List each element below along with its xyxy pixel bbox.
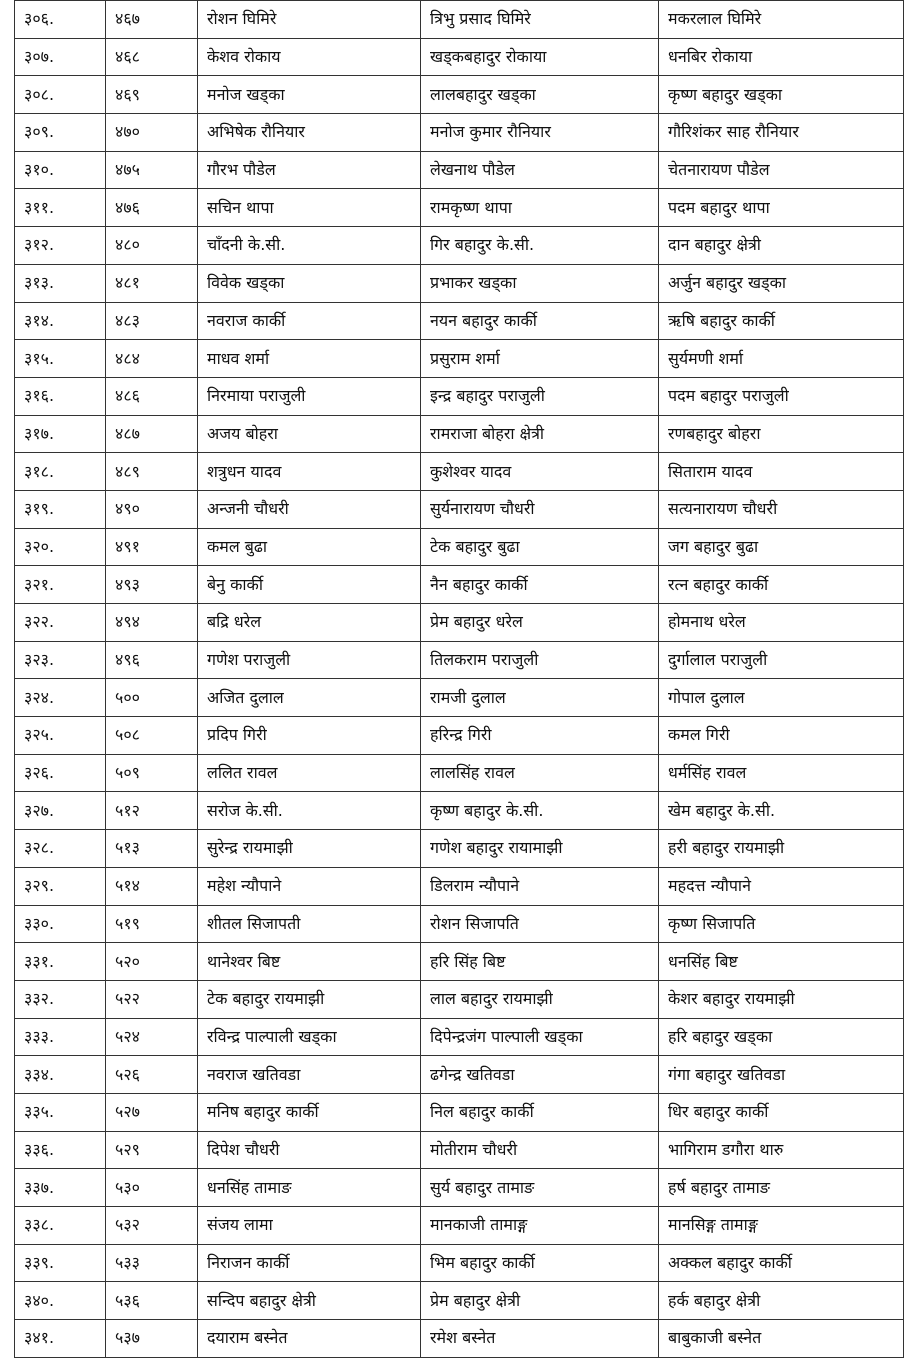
table-row [15,1056,904,1094]
candidate-name-cell: दयाराम बस्नेत [198,1320,421,1358]
serial-number-cell: ३३२. [15,980,106,1018]
roll-number-cell: ४८९ [106,453,198,491]
candidate-name-cell: चाँदनी के.सी. [198,227,421,265]
father-name-cell: लालसिंह रावल [421,754,659,792]
serial-number-cell: ३३४. [15,1056,106,1094]
candidate-name-cell: बद्रि धरेल [198,604,421,642]
table-row [15,189,904,227]
serial-number-cell: ३२८. [15,830,106,868]
roll-number-cell: ४६८ [106,38,198,76]
grandfather-name-cell: रणबहादुर बोहरा [659,415,904,453]
serial-number-cell: ३१८. [15,453,106,491]
table-row [15,754,904,792]
father-name-cell: रोशन सिजापति [421,905,659,943]
roll-number-cell: ४६७ [106,1,198,39]
grandfather-name-cell: जग बहादुर बुढा [659,528,904,566]
father-name-cell: भिम बहादुर कार्की [421,1244,659,1282]
table-row [15,792,904,830]
candidate-name-cell: कमल बुढा [198,528,421,566]
roll-number-cell: ४९० [106,490,198,528]
grandfather-name-cell: हर्ष बहादुर तामाङ [659,1169,904,1207]
candidate-name-cell: सरोज के.सी. [198,792,421,830]
table-row [15,679,904,717]
roll-number-cell: ५२० [106,943,198,981]
grandfather-name-cell: रत्न बहादुर कार्की [659,566,904,604]
table-row [15,1282,904,1320]
father-name-cell: ढगेन्द्र खतिवडा [421,1056,659,1094]
roll-number-cell: ५१९ [106,905,198,943]
serial-number-cell: ३४०. [15,1282,106,1320]
table-row [15,415,904,453]
serial-number-cell: ३२१. [15,566,106,604]
serial-number-cell: ३३८. [15,1207,106,1245]
candidate-list-table [14,0,904,1358]
table-row [15,717,904,755]
grandfather-name-cell: अर्जुन बहादुर खड्का [659,264,904,302]
roll-number-cell: ५०८ [106,717,198,755]
roll-number-cell: ५२७ [106,1093,198,1131]
table-row [15,566,904,604]
roll-number-cell: ५३२ [106,1207,198,1245]
table-row [15,1093,904,1131]
roll-number-cell: ५१२ [106,792,198,830]
roll-number-cell: ५३७ [106,1320,198,1358]
table-row [15,604,904,642]
roll-number-cell: ४८१ [106,264,198,302]
father-name-cell: हरि सिंह बिष्ट [421,943,659,981]
table-row [15,227,904,265]
grandfather-name-cell: चेतनारायण पौडेल [659,151,904,189]
roll-number-cell: ५२९ [106,1131,198,1169]
father-name-cell: प्रसुराम शर्मा [421,340,659,378]
grandfather-name-cell: कमल गिरी [659,717,904,755]
serial-number-cell: ३२०. [15,528,106,566]
grandfather-name-cell: मानसिङ्ग तामाङ्ग [659,1207,904,1245]
father-name-cell: हरिन्द्र गिरी [421,717,659,755]
candidate-name-cell: संजय लामा [198,1207,421,1245]
candidate-name-cell: शत्रुधन यादव [198,453,421,491]
serial-number-cell: ३१३. [15,264,106,302]
roll-number-cell: ४९४ [106,604,198,642]
father-name-cell: रामराजा बोहरा क्षेत्री [421,415,659,453]
grandfather-name-cell: सत्यनारायण चौधरी [659,490,904,528]
father-name-cell: टेक बहादुर बुढा [421,528,659,566]
candidate-name-cell: रोशन घिमिरे [198,1,421,39]
roll-number-cell: ४९३ [106,566,198,604]
grandfather-name-cell: महदत्त न्यौपाने [659,867,904,905]
serial-number-cell: ३३७. [15,1169,106,1207]
candidate-name-cell: थानेश्वर बिष्ट [198,943,421,981]
grandfather-name-cell: भागिराम डगौरा थारु [659,1131,904,1169]
table-row [15,1169,904,1207]
candidate-name-cell: मनोज खड्का [198,76,421,114]
father-name-cell: लालबहादुर खड्का [421,76,659,114]
serial-number-cell: ३३६. [15,1131,106,1169]
grandfather-name-cell: पदम बहादुर थापा [659,189,904,227]
table-row [15,905,904,943]
roll-number-cell: ५०९ [106,754,198,792]
father-name-cell: मानकाजी तामाङ्ग [421,1207,659,1245]
grandfather-name-cell: हरि बहादुर खड्का [659,1018,904,1056]
table-row [15,264,904,302]
candidate-name-cell: टेक बहादुर रायमाझी [198,980,421,1018]
roll-number-cell: ४७५ [106,151,198,189]
grandfather-name-cell: सिताराम यादव [659,453,904,491]
grandfather-name-cell: केशर बहादुर रायमाझी [659,980,904,1018]
roll-number-cell: ५०० [106,679,198,717]
father-name-cell: मोतीराम चौधरी [421,1131,659,1169]
roll-number-cell: ४७० [106,114,198,152]
candidate-name-cell: नवराज कार्की [198,302,421,340]
candidate-name-cell: शीतल सिजापती [198,905,421,943]
grandfather-name-cell: बाबुकाजी बस्नेत [659,1320,904,1358]
grandfather-name-cell: दुर्गालाल पराजुली [659,641,904,679]
candidate-name-cell: ललित रावल [198,754,421,792]
grandfather-name-cell: धनबिर रोकाया [659,38,904,76]
grandfather-name-cell: धर्मसिंह रावल [659,754,904,792]
table-row [15,980,904,1018]
roll-number-cell: ४८६ [106,377,198,415]
serial-number-cell: ३२४. [15,679,106,717]
roll-number-cell: ४८० [106,227,198,265]
table-row [15,453,904,491]
grandfather-name-cell: हरी बहादुर रायमाझी [659,830,904,868]
table-row [15,943,904,981]
roll-number-cell: ५१४ [106,867,198,905]
roll-number-cell: ४७६ [106,189,198,227]
father-name-cell: त्रिभु प्रसाद घिमिरे [421,1,659,39]
candidate-name-cell: महेश न्यौपाने [198,867,421,905]
serial-number-cell: ३२६. [15,754,106,792]
father-name-cell: निल बहादुर कार्की [421,1093,659,1131]
grandfather-name-cell: खेम बहादुर के.सी. [659,792,904,830]
candidate-name-cell: सुरेन्द्र रायमाझी [198,830,421,868]
roll-number-cell: ४८३ [106,302,198,340]
roll-number-cell: ४६९ [106,76,198,114]
candidate-name-cell: केशव रोकाय [198,38,421,76]
table-row [15,867,904,905]
serial-number-cell: ३१५. [15,340,106,378]
grandfather-name-cell: ऋषि बहादुर कार्की [659,302,904,340]
candidate-name-cell: गणेश पराजुली [198,641,421,679]
father-name-cell: प्रभाकर खड्का [421,264,659,302]
candidate-name-cell: दिपेश चौधरी [198,1131,421,1169]
candidate-name-cell: सन्दिप बहादुर क्षेत्री [198,1282,421,1320]
roll-number-cell: ४८७ [106,415,198,453]
serial-number-cell: ३०८. [15,76,106,114]
grandfather-name-cell: धिर बहादुर कार्की [659,1093,904,1131]
father-name-cell: कुशेश्वर यादव [421,453,659,491]
father-name-cell: डिलराम न्यौपाने [421,867,659,905]
table-row [15,1320,904,1358]
candidate-name-cell: बेनु कार्की [198,566,421,604]
candidate-name-cell: नवराज खतिवडा [198,1056,421,1094]
father-name-cell: तिलकराम पराजुली [421,641,659,679]
grandfather-name-cell: कृष्ण बहादुर खड्का [659,76,904,114]
serial-number-cell: ३०६. [15,1,106,39]
serial-number-cell: ३३०. [15,905,106,943]
serial-number-cell: ३२५. [15,717,106,755]
serial-number-cell: ३२९. [15,867,106,905]
roll-number-cell: ५२४ [106,1018,198,1056]
candidate-name-cell: सचिन थापा [198,189,421,227]
candidate-name-cell: धनसिंह तामाङ [198,1169,421,1207]
candidate-name-cell: प्रदिप गिरी [198,717,421,755]
roll-number-cell: ५३३ [106,1244,198,1282]
father-name-cell: कृष्ण बहादुर के.सी. [421,792,659,830]
roll-number-cell: ४९६ [106,641,198,679]
candidate-name-cell: अजित दुलाल [198,679,421,717]
roll-number-cell: ५१३ [106,830,198,868]
grandfather-name-cell: मकरलाल घिमिरे [659,1,904,39]
table-row [15,302,904,340]
table-row [15,38,904,76]
table-row [15,377,904,415]
table-row [15,1018,904,1056]
table-row [15,490,904,528]
candidate-name-cell: मनिष बहादुर कार्की [198,1093,421,1131]
serial-number-cell: ३३३. [15,1018,106,1056]
serial-number-cell: ३३५. [15,1093,106,1131]
candidate-name-cell: विवेक खड्का [198,264,421,302]
father-name-cell: नयन बहादुर कार्की [421,302,659,340]
serial-number-cell: ३०७. [15,38,106,76]
serial-number-cell: ३२७. [15,792,106,830]
candidate-name-cell: माधव शर्मा [198,340,421,378]
serial-number-cell: ३१४. [15,302,106,340]
table-row [15,340,904,378]
candidate-name-cell: निराजन कार्की [198,1244,421,1282]
table-row [15,114,904,152]
table-row [15,830,904,868]
roll-number-cell: ५२६ [106,1056,198,1094]
grandfather-name-cell: गोपाल दुलाल [659,679,904,717]
grandfather-name-cell: होमनाथ धरेल [659,604,904,642]
father-name-cell: नैन बहादुर कार्की [421,566,659,604]
serial-number-cell: ३२३. [15,641,106,679]
grandfather-name-cell: कृष्ण सिजापति [659,905,904,943]
father-name-cell: खड्कबहादुर रोकाया [421,38,659,76]
roll-number-cell: ४९१ [106,528,198,566]
grandfather-name-cell: अक्कल बहादुर कार्की [659,1244,904,1282]
father-name-cell: इन्द्र बहादुर पराजुली [421,377,659,415]
father-name-cell: मनोज कुमार रौनियार [421,114,659,152]
father-name-cell: सुर्य बहादुर तामाङ [421,1169,659,1207]
serial-number-cell: ३४१. [15,1320,106,1358]
grandfather-name-cell: धनसिंह बिष्ट [659,943,904,981]
table-row [15,528,904,566]
father-name-cell: रामजी दुलाल [421,679,659,717]
grandfather-name-cell: गंगा बहादुर खतिवडा [659,1056,904,1094]
father-name-cell: रमेश बस्नेत [421,1320,659,1358]
grandfather-name-cell: पदम बहादुर पराजुली [659,377,904,415]
table-row [15,1207,904,1245]
table-row [15,1,904,39]
serial-number-cell: ३३९. [15,1244,106,1282]
serial-number-cell: ३११. [15,189,106,227]
father-name-cell: दिपेन्द्रजंग पाल्पाली खड्का [421,1018,659,1056]
candidate-name-cell: अभिषेक रौनियार [198,114,421,152]
roll-number-cell: ५२२ [106,980,198,1018]
candidate-name-cell: निरमाया पराजुली [198,377,421,415]
father-name-cell: रामकृष्ण थापा [421,189,659,227]
serial-number-cell: ३१०. [15,151,106,189]
father-name-cell: गणेश बहादुर रायामाझी [421,830,659,868]
serial-number-cell: ३१९. [15,490,106,528]
father-name-cell: प्रेम बहादुर धरेल [421,604,659,642]
roll-number-cell: ५३६ [106,1282,198,1320]
father-name-cell: लेखनाथ पौडेल [421,151,659,189]
table-row [15,151,904,189]
serial-number-cell: ३३१. [15,943,106,981]
table-row [15,1131,904,1169]
candidate-name-cell: अजय बोहरा [198,415,421,453]
serial-number-cell: ३०९. [15,114,106,152]
table-body [15,1,904,1358]
grandfather-name-cell: हर्क बहादुर क्षेत्री [659,1282,904,1320]
table-row [15,1244,904,1282]
grandfather-name-cell: दान बहादुर क्षेत्री [659,227,904,265]
father-name-cell: सुर्यनारायण चौधरी [421,490,659,528]
table-row [15,76,904,114]
grandfather-name-cell: गौरिशंकर साह रौनियार [659,114,904,152]
serial-number-cell: ३१६. [15,377,106,415]
roll-number-cell: ४८४ [106,340,198,378]
roll-number-cell: ५३० [106,1169,198,1207]
candidate-name-cell: गौरभ पौडेल [198,151,421,189]
grandfather-name-cell: सुर्यमणी शर्मा [659,340,904,378]
candidate-name-cell: रविन्द्र पाल्पाली खड्का [198,1018,421,1056]
father-name-cell: लाल बहादुर रायमाझी [421,980,659,1018]
father-name-cell: गिर बहादुर के.सी. [421,227,659,265]
serial-number-cell: ३१२. [15,227,106,265]
father-name-cell: प्रेम बहादुर क्षेत्री [421,1282,659,1320]
serial-number-cell: ३१७. [15,415,106,453]
candidate-name-cell: अन्जनी चौधरी [198,490,421,528]
serial-number-cell: ३२२. [15,604,106,642]
table-row [15,641,904,679]
